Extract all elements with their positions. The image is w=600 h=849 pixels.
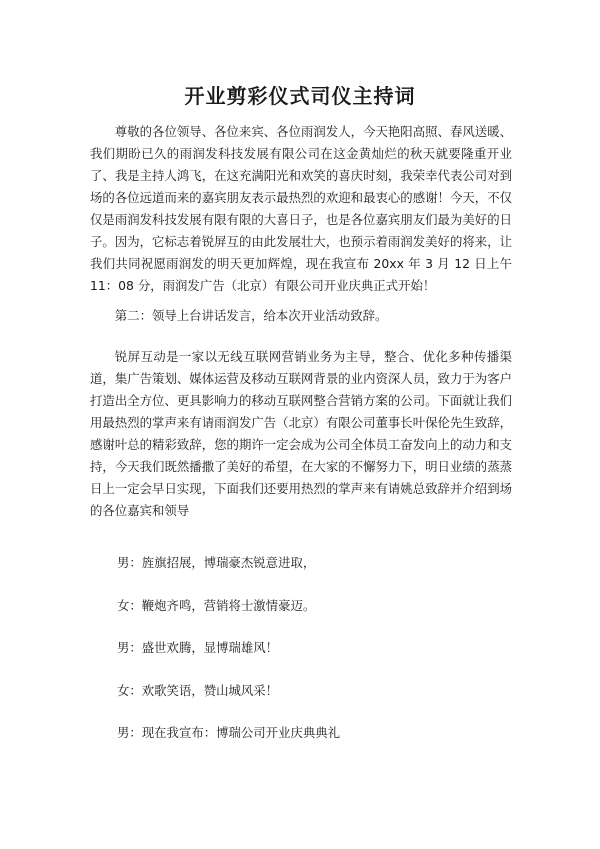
opening-paragraph: 尊敬的各位领导、各位来宾、各位雨润发人，今天艳阳高照、春风送暖、我们期盼已久的雨润发科技发展有限公司在这金黄灿烂的秋天就要隆重开业了、我是主持人鸿飞，在这充满阳光和欢笑的喜庆时刻，我荣幸代表公司对到场的各位远道而来的嘉宾朋友表示最热烈的欢迎和最衷心的感谢！今天，不仅仅是雨润发科技发展有限有限的大喜日子，也是各位嘉宾朋友们最为美好的日子。因为，它标志着锐屏互的由此发展壮大，也预示着雨润发美好的将来，让我们共同祝愿雨润发的明天更加辉煌，现在我宣布 20xx 年 3 月 12 日上午 11：08 分，雨润发广告（北京）有限公司开业庆典正式开始！ [90, 124, 512, 293]
dialogue-line: 男：现在我宣布：博瑞公司开业庆典典礼 [117, 725, 341, 740]
document-title: 开业剪彩仪式司仪主持词 [184, 84, 416, 108]
second-item-paragraph: 第二：领导上台讲话发言，给本次开业活动致辞。 [114, 308, 388, 323]
dialogue-line: 女：鞭炮齐鸣，营销将士激情豪迈。 [117, 598, 316, 613]
dialogue-line: 男：旌旗招展，博瑞豪杰锐意进取， [117, 555, 316, 570]
company-intro-paragraph: 锐屏互动是一家以无线互联网营销业务为主导，整合、优化多种传播渠道，集广告策划、媒体运营及移动互联网背景的业内资深人员，致力于为客户打造出全方位、更具影响力的移动互联网整合营销方案的公司。下面就让我们用最热烈的掌声来有请雨润发广告（北京）有限公司董事长叶保伦先生致辞，感谢叶总的精彩致辞，您的期许一定会成为公司全体员工奋发向上的动力和支持，今天我们既然播撒了美好的希望，在大家的不懈努力下，明日业绩的蒸蒸日上一定会早日实现，下面我们还要用热烈的掌声来有请姚总致辞并介绍到场的各位嘉宾和领导 [90, 349, 512, 518]
dialogue-line: 男：盛世欢腾，显博瑞雄风！ [117, 640, 279, 655]
dialogue-line: 女：欢歌笑语，赞山城风采！ [117, 683, 279, 698]
